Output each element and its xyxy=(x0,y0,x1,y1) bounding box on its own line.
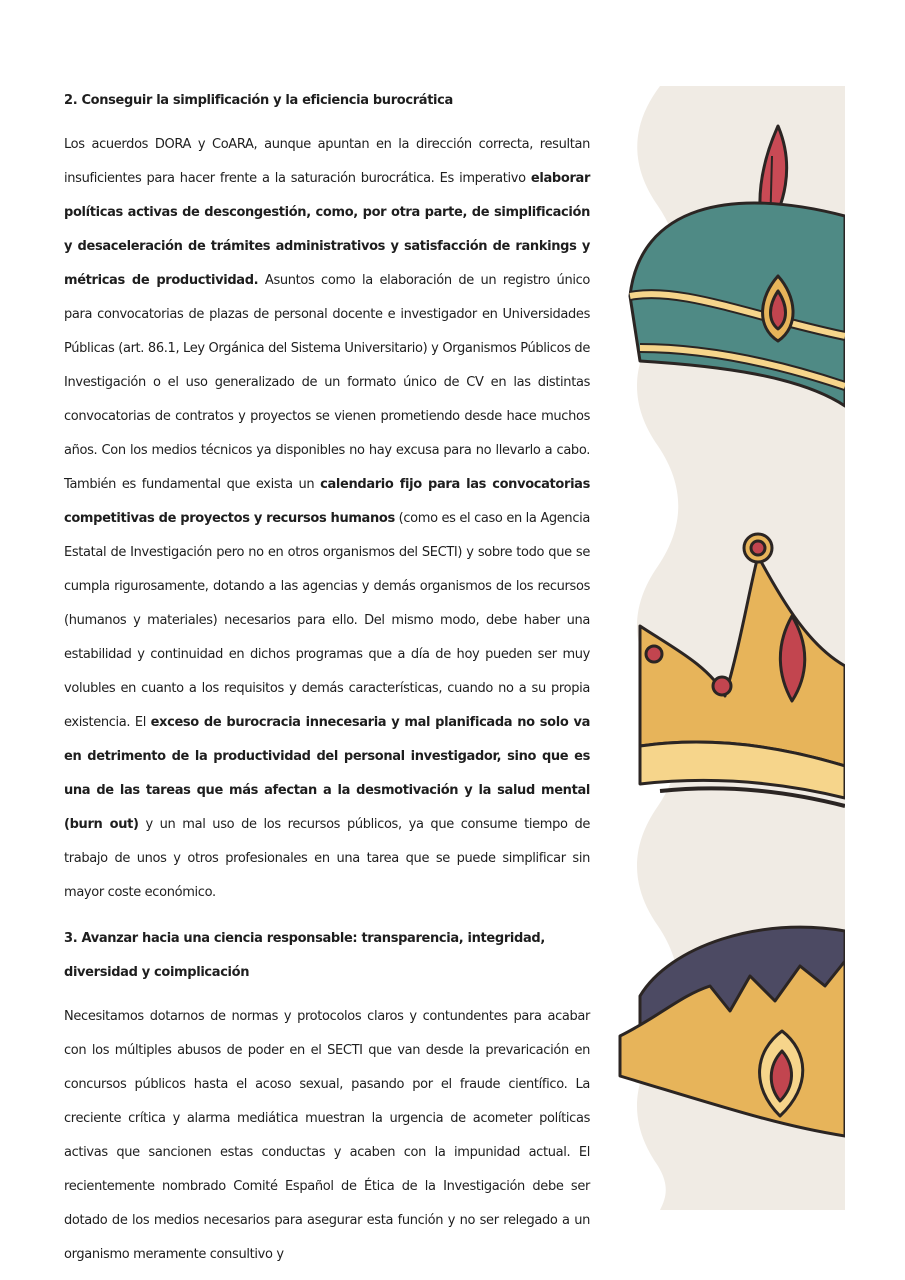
bold-text: calendario fijo para las convocatorias competitivas de proyectos y recursos humanos xyxy=(64,477,590,526)
section-3-paragraph xyxy=(64,1000,590,1272)
body-text: Necesitamos dotarnos de normas y protocolos claros y contundentes para acabar con los múltiples abusos de poder en el SECTI que van desde la prevaricación en concursos públicos hasta el acoso sexual, pasando por el fraude científico. La creciente crítica y alarma mediática muestran la urgencia de acometer políticas activas que sancionen estas conductas y acaben con la impunidad actual. El recientemente nombrado Comité Español de Ética de la Investigación debe ser dotado de los medios necesarios para asegurar esta función y no ser relegado a un organismo meramente consultivo y xyxy=(64,1009,590,1262)
bold-text: elaborar políticas activas de descongestión, como, por otra parte, de simplificación y desaceleración de trámites administrativos y satisfacción de rankings y métricas de productividad. xyxy=(64,171,590,288)
section-3-heading: 3. Avanzar hacia una ciencia responsable: transparencia, integridad, diversidad y coimplicación xyxy=(64,931,545,980)
body-text: Asuntos como la elaboración de un registro único para convocatorias de plazas de personal docente e investigador en Universidades Públicas (art. 86.1, Ley Orgánica del Sistema Universitario) y Organismos Públicos de Investigación o el uso generalizado de un formato único de CV en las distintas convocatorias de contratos y proyectos se vienen prometiendo desde hace muchos años. Con los medios técnicos ya disponibles no hay excusa para no llevarlo a cabo. También es fundamental que exista un xyxy=(64,273,590,492)
bold-text: exceso de burocracia innecesaria y mal planificada no solo va en detrimento de la productividad del personal investigador, sino que es una de las tareas que más afectan a la desmotivación y la salud mental (burn out) xyxy=(64,715,590,832)
section-2-paragraph xyxy=(64,128,590,910)
decorative-crowns xyxy=(600,86,845,1210)
body-text: (como es el caso en la Agencia Estatal de Investigación pero no en otros organismos del SECTI) y sobre todo que se cumpla rigurosamente, dotando a las agencias y demás organismos de los recursos (humanos y materiales) necesarios para ello. Del mismo modo, debe haber una estabilidad y continuidad en dichos programas que a día de hoy pueden ser muy volubles en cuanto a los requisitos y demás características, cuando no a su propia existencia. El xyxy=(64,511,590,730)
section-2-heading: 2. Conseguir la simplificación y la eficiencia burocrática xyxy=(64,93,453,108)
body-text: Los acuerdos DORA y CoARA, aunque apuntan en la dirección correcta, resultan insuficientes para hacer frente a la saturación burocrática. Es imperativo xyxy=(64,137,590,186)
document-body xyxy=(64,84,590,1272)
body-text: y un mal uso de los recursos públicos, ya que consume tiempo de trabajo de unos y otros profesionales en una tarea que se puede simplificar sin mayor coste económico. xyxy=(64,817,590,900)
